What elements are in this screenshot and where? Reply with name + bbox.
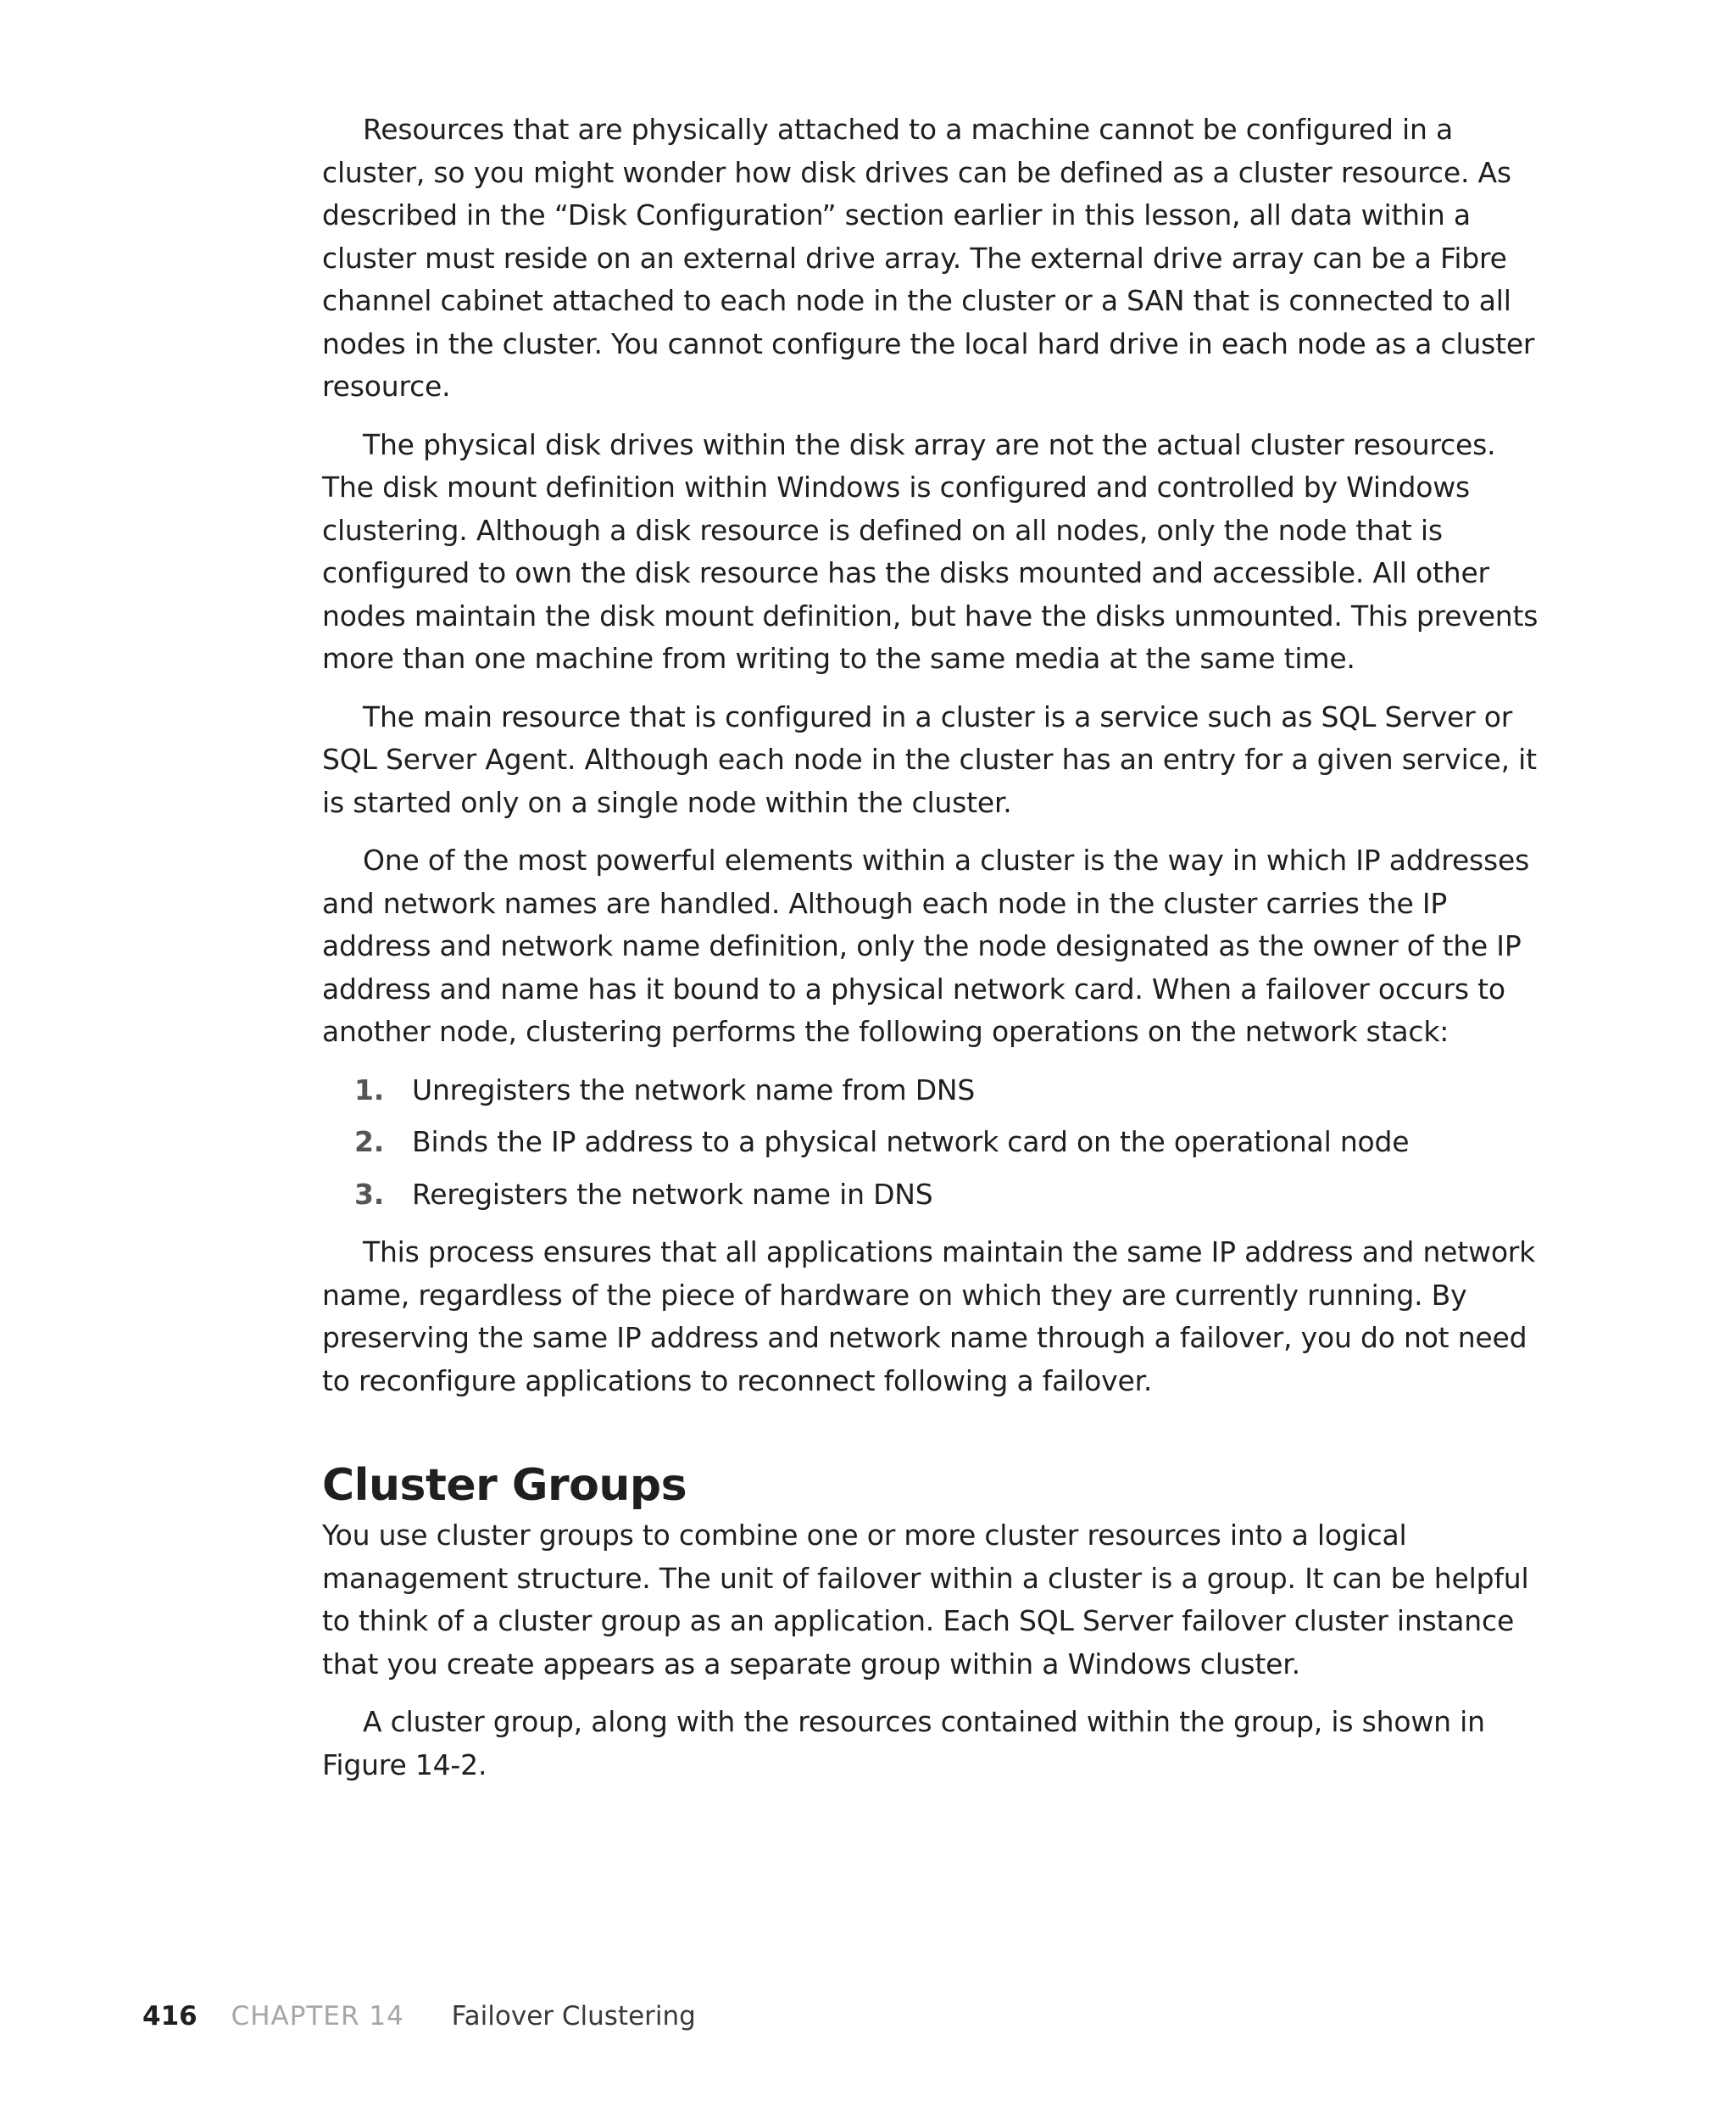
step-item-2 [322, 1121, 1543, 1164]
page-number: 416 [142, 2001, 198, 2032]
step-text: Unregisters the network name from DNS [412, 1073, 976, 1106]
body-paragraph-1: Resources that are physically attached to a machine cannot be configured in a cluster, so you might wonder how disk drives can be defined as a cluster resource. As described in the “Disk Configuration” section earlier in this lesson, all data within a cluster must reside on an external drive array. The external drive array can be a Fibre channel cabinet attached to each node in the cluster or a SAN that is connected to all nodes in the cluster. You cannot configure the local hard drive in each node as a cluster resource. [322, 113, 1535, 403]
step-number: 2. [354, 1125, 385, 1158]
body-paragraph-6: You use cluster groups to combine one or more cluster resources into a logical management structure. The unit of failover within a cluster is a group. It can be helpful to think of a cluster group as an application. Each SQL Server failover cluster instance that you create appears as a separate group within a Windows cluster. [322, 1519, 1529, 1680]
step-number: 3. [354, 1177, 385, 1211]
network-failover-steps [322, 1069, 1543, 1217]
step-number: 1. [354, 1073, 385, 1106]
section-heading-cluster-groups: Cluster Groups [322, 1460, 687, 1511]
body-paragraph-4: One of the most powerful elements within a cluster is the way in which IP addresses and network names are handled. Although each node in the cluster carries the IP address and network name definition, only the node designated as the owner of the IP address and name has it bound to a physical network card. When a failover occurs to another node, clustering performs the following operations on the network stack: [322, 844, 1530, 1048]
step-text: Binds the IP address to a physical network card on the operational node [412, 1125, 1410, 1158]
body-paragraph-7: A cluster group, along with the resources contained within the group, is shown in Figure 14-2. [322, 1705, 1485, 1781]
step-item-3 [322, 1173, 1543, 1217]
page-body [322, 109, 1543, 1802]
body-paragraph-2: The physical disk drives within the disk array are not the actual cluster resources. The disk mount definition within Windows is configured and controlled by Windows clustering. Although a disk resource is defined on all nodes, only the node that is configured to own the disk resource has the disks mounted and accessible. All other nodes maintain the disk mount definition, but have the disks unmounted. This prevents more than one machine from writing to the same media at the same time. [322, 427, 1538, 675]
body-paragraph-5: This process ensures that all applications maintain the same IP address and network name, regardless of the piece of hardware on which they are currently running. By preserving the same IP address and network name through a failover, you do not need to reconfigure applications to reconnect following a failover. [322, 1235, 1536, 1397]
chapter-label: CHAPTER 14 [231, 2001, 404, 2032]
page-footer [142, 1999, 696, 2033]
body-paragraph-3: The main resource that is configured in a cluster is a service such as SQL Server or SQL Server Agent. Although each node in the cluster has an entry for a given service, it is started only on a single node within the cluster. [322, 699, 1537, 819]
step-text: Reregisters the network name in DNS [412, 1177, 933, 1211]
chapter-title: Failover Clustering [451, 2001, 696, 2032]
step-item-1 [322, 1069, 1543, 1112]
